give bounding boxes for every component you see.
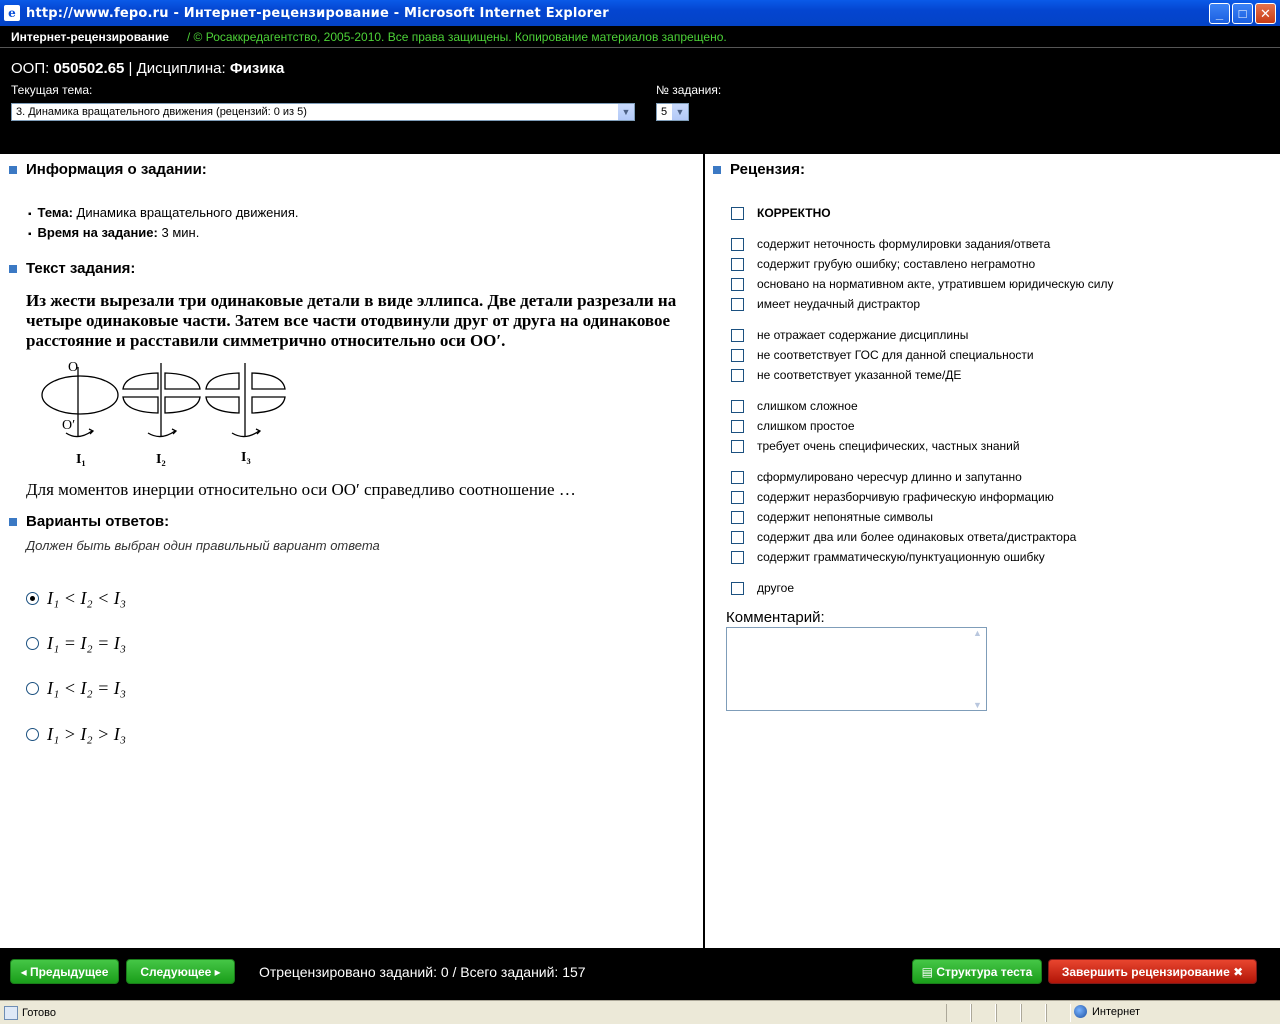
status-ready-text: Готово: [22, 1006, 56, 1019]
oop-value: 050502.65: [53, 60, 125, 77]
label-i2: I₂: [156, 452, 166, 467]
status-panes: [946, 1004, 1071, 1022]
review-checkbox[interactable]: [731, 258, 744, 271]
section-marker-icon: [9, 265, 17, 273]
review-option-other[interactable]: [731, 581, 794, 595]
review-option-label: требует очень специфических, частных знаний: [757, 439, 1020, 453]
review-progress-status: Отрецензировано заданий: 0 / Всего заданий: 157: [259, 964, 586, 980]
answer-radio-3[interactable]: [26, 682, 39, 695]
ie-logo-icon: e: [4, 5, 20, 21]
review-checkbox[interactable]: [731, 298, 744, 311]
review-option[interactable]: [731, 328, 968, 342]
answer-option-1[interactable]: [26, 588, 126, 609]
review-option-label: слишком сложное: [757, 399, 858, 413]
chevron-down-icon[interactable]: ▼: [617, 104, 634, 120]
main-content: [0, 154, 1280, 948]
figure2-quarter-tr: [165, 373, 200, 389]
scroll-up-icon[interactable]: ▲: [973, 628, 982, 638]
review-option-label: содержит непонятные символы: [757, 510, 934, 524]
copyright-text: / © Росаккредагентство, 2005-2010. Все права защищены. Копирование материалов запрещено.: [186, 29, 727, 44]
answer-option-3[interactable]: [26, 678, 126, 699]
oop-line: [11, 60, 284, 77]
answers-hint: Должен быть выбран один правильный вариант ответа: [26, 538, 380, 553]
status-pane: [971, 1004, 996, 1022]
answer-radio-4[interactable]: [26, 728, 39, 741]
section-marker-icon: [9, 166, 17, 174]
review-option-label: содержит неразборчивую графическую информацию: [757, 490, 1054, 504]
task-time-label: Время на задание:: [37, 225, 158, 240]
figure2-quarter-tl: [123, 373, 158, 389]
answer-radio-1[interactable]: [26, 592, 39, 605]
review-checkbox[interactable]: [731, 582, 744, 595]
task-number-label: № задания:: [656, 83, 722, 97]
figure3-quarter-tl: [206, 373, 239, 389]
review-checkbox[interactable]: [731, 400, 744, 413]
review-option[interactable]: [731, 297, 920, 311]
review-option-label: основано на нормативном акте, утратившем юридическую силу: [757, 277, 1114, 291]
review-option-label: не соответствует ГОС для данной специальности: [757, 348, 1034, 362]
section-marker-icon: [9, 518, 17, 526]
review-checkbox[interactable]: [731, 471, 744, 484]
task-info-list: [28, 204, 298, 244]
review-option[interactable]: [731, 237, 1050, 251]
figure3-quarter-bl: [206, 397, 239, 413]
review-option-label: содержит грамматическую/пунктуационную ошибку: [757, 550, 1045, 564]
security-zone-text: Интернет: [1092, 1005, 1140, 1018]
review-option-label: не соответствует указанной теме/ДЕ: [757, 368, 962, 382]
review-option-label: имеет неудачный дистрактор: [757, 297, 921, 311]
discipline-value: Физика: [229, 60, 285, 77]
review-checkbox[interactable]: [731, 531, 744, 544]
review-checkbox[interactable]: [731, 491, 744, 504]
answer-formula-1: I₁ < I₂ < I₃: [47, 588, 127, 608]
answers-heading: [9, 513, 169, 530]
status-pane: [1021, 1004, 1046, 1022]
previous-button[interactable]: ◂ Предыдущее: [10, 959, 119, 984]
maximize-button[interactable]: □: [1232, 3, 1253, 24]
answer-option-2[interactable]: [26, 633, 126, 654]
review-checkbox[interactable]: [731, 238, 744, 251]
topic-select[interactable]: [11, 103, 635, 121]
task-text-heading-text: Текст задания:: [26, 260, 136, 277]
review-heading: [713, 161, 805, 178]
review-option[interactable]: [731, 490, 1054, 504]
comment-label: Комментарий:: [726, 609, 825, 626]
review-option[interactable]: [731, 439, 1020, 453]
review-option-label: содержит неточность формулировки задания/ответа: [757, 237, 1051, 251]
review-option-label: содержит грубую ошибку; составлено неграмотно: [757, 257, 1036, 271]
comment-scrollbar[interactable]: [969, 628, 986, 710]
review-checkbox[interactable]: [731, 329, 744, 342]
review-checkbox[interactable]: [731, 369, 744, 382]
review-option[interactable]: [731, 399, 858, 413]
review-checkbox[interactable]: [731, 420, 744, 433]
globe-icon: [1074, 1005, 1087, 1018]
label-i1: I₁: [76, 452, 86, 467]
page-header: [0, 48, 1280, 154]
task-topic-value: Динамика вращательного движения.: [76, 205, 299, 220]
review-option-label: другое: [757, 581, 795, 595]
test-structure-button[interactable]: ▤ Структура теста: [912, 959, 1042, 984]
review-option[interactable]: [731, 550, 1045, 564]
topic-select-value: 3. Динамика вращательного движения (рецензий: 0 из 5): [16, 106, 307, 118]
review-correct-option[interactable]: [731, 206, 831, 220]
app-name: Интернет-рецензирование: [11, 29, 169, 44]
window-titlebar: [0, 0, 1280, 26]
review-checkbox[interactable]: [731, 440, 744, 453]
figure2-quarter-br: [165, 397, 200, 413]
review-heading-text: Рецензия:: [730, 161, 806, 178]
window-controls: [1209, 3, 1276, 24]
review-checkbox[interactable]: [731, 349, 744, 362]
review-option[interactable]: [731, 530, 1076, 544]
task-number-value: 5: [661, 106, 668, 118]
page-footer: [0, 948, 1280, 1000]
review-option[interactable]: [731, 277, 1113, 291]
axis-label-o: O: [68, 360, 79, 375]
ellipse-figure: [36, 359, 296, 474]
task-body: Из жести вырезали три одинаковые детали в виде эллипса. Две детали разрезали на четыре одинаковые части. Затем все части отодвинули друг от друга на одинаковое расстояние и расставили симметрично относительно оси OO′.: [26, 291, 677, 350]
review-option[interactable]: [731, 348, 1034, 362]
review-checkbox[interactable]: [731, 511, 744, 524]
review-option[interactable]: [731, 510, 933, 524]
review-option-label: содержит два или более одинаковых ответа/дистрактора: [757, 530, 1077, 544]
answer-formula-4: I₁ > I₂ > I₃: [47, 724, 127, 744]
answer-formula-2: I₁ = I₂ = I₃: [47, 633, 127, 653]
status-pane: [996, 1004, 1021, 1022]
review-correct-checkbox[interactable]: [731, 207, 744, 220]
label-i3: I₃: [241, 450, 251, 465]
review-option-label: слишком простое: [757, 419, 855, 433]
review-option[interactable]: [731, 368, 961, 382]
task-info-heading-text: Информация о задании:: [26, 161, 207, 178]
minimize-button[interactable]: _: [1209, 3, 1230, 24]
browser-statusbar: [0, 1000, 1280, 1024]
figure2-quarter-bl: [123, 397, 158, 413]
task-info-heading: [9, 161, 207, 178]
figure3-quarter-tr: [252, 373, 285, 389]
review-checkbox[interactable]: [731, 278, 744, 291]
review-option[interactable]: [731, 419, 855, 433]
task-text-heading: [9, 260, 135, 277]
status-ready: [4, 1006, 56, 1020]
window-title: http://www.fepo.ru - Интернет-рецензирование - Microsoft Internet Explorer: [26, 5, 609, 21]
answer-formula-3: I₁ < I₂ = I₃: [47, 678, 127, 698]
review-option-label: сформулировано чересчур длинно и запутанно: [757, 470, 1022, 484]
app-topbar: [0, 26, 1280, 48]
status-pane: [1046, 1004, 1071, 1022]
task-time-value: 3 мин.: [161, 225, 200, 240]
chevron-down-icon[interactable]: ▼: [671, 104, 688, 120]
review-option[interactable]: [731, 257, 1035, 271]
finish-review-button[interactable]: Завершить рецензирование ✖: [1048, 959, 1257, 984]
figure-ellipse-full: [42, 376, 118, 414]
section-marker-icon: [713, 166, 721, 174]
next-button[interactable]: Следующее ▸: [126, 959, 235, 984]
page-icon: [4, 1006, 18, 1020]
review-correct-label: КОРРЕКТНО: [757, 206, 831, 220]
task-topic-item: [28, 204, 298, 224]
answer-option-4[interactable]: [26, 724, 126, 745]
security-zone: [1074, 1005, 1140, 1018]
topic-select-label: Текущая тема:: [11, 83, 93, 97]
axis-label-o-prime: O′: [62, 418, 76, 433]
discipline-label: | Дисциплина:: [128, 60, 226, 77]
answers-heading-text: Варианты ответов:: [26, 513, 170, 530]
review-checkbox[interactable]: [731, 551, 744, 564]
task-topic-label: Тема:: [37, 205, 73, 220]
answer-radio-2[interactable]: [26, 637, 39, 650]
task-time-item: [28, 224, 298, 244]
oop-label: ООП:: [11, 60, 50, 77]
review-option-label: не отражает содержание дисциплины: [757, 328, 969, 342]
review-option[interactable]: [731, 470, 1022, 484]
panel-divider: [703, 154, 705, 948]
task-number-select[interactable]: [656, 103, 689, 121]
comment-textarea[interactable]: [726, 627, 987, 711]
scroll-down-icon[interactable]: ▼: [973, 700, 982, 710]
figure3-quarter-br: [252, 397, 285, 413]
close-window-button[interactable]: ✕: [1255, 3, 1276, 24]
task-question: Для моментов инерции относительно оси OO′ справедливо соотношение …: [26, 480, 576, 499]
status-pane: [946, 1004, 971, 1022]
